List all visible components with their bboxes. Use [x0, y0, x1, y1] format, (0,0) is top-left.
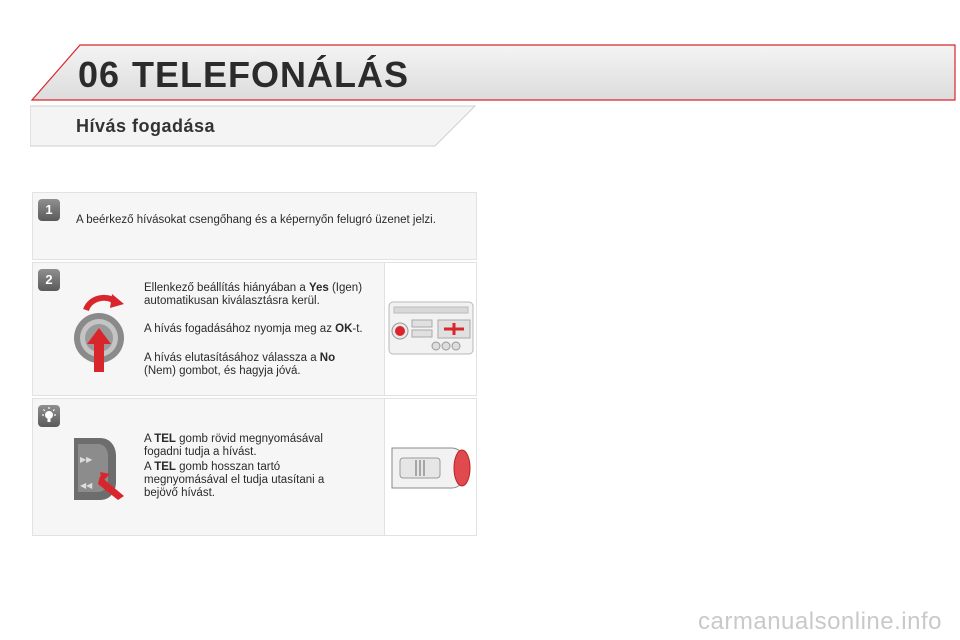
tip-paragraph-long-press: A TEL gomb hosszan tartó megnyomásával el tudja utasítani a bejövő hívást.	[144, 461, 325, 499]
steering-stalk-icon	[388, 440, 474, 496]
step-1-badge: 1	[38, 199, 60, 221]
lightbulb-icon	[38, 405, 60, 427]
steering-wheel-control-icon	[70, 436, 128, 502]
chapter-number: 06	[78, 54, 121, 95]
tip-paragraph-short-press: A TEL gomb rövid megnyomásával fogadni tudja a hívást.	[144, 433, 323, 458]
section-title: Hívás fogadása	[76, 116, 216, 136]
svg-text:◀◀: ◀◀	[80, 481, 93, 490]
step-1-text: A beérkező hívásokat csengőhang és a képernyőn felugró üzenet jelzi.	[76, 214, 436, 226]
rotary-knob-icon	[68, 288, 130, 374]
step-2-paragraph-no: A hívás elutasításához válassza a No (Nem) gombot, és hagyja jóvá.	[144, 352, 336, 377]
step-2-paragraph-ok: A hívás fogadásához nyomja meg az OK-t.	[144, 323, 363, 335]
step-2-badge: 2	[38, 269, 60, 291]
radio-unit-icon	[388, 298, 474, 358]
watermark-text: carmanualsonline.info	[698, 608, 942, 635]
step-2-paragraph-yes: Ellenkező beállítás hiányában a Yes (Igen) automatikusan kiválasztásra kerül.	[144, 282, 363, 307]
chapter-title: TELEFONÁLÁS	[132, 54, 409, 95]
svg-text:▶▶: ▶▶	[80, 455, 93, 464]
